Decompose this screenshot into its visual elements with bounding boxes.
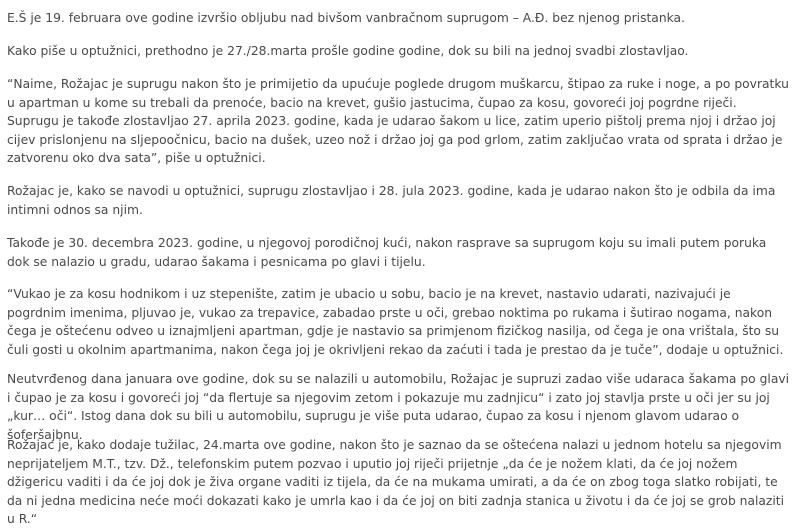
article-paragraph-1: E.Š je 19. februara ove godine izvršio obljubu nad bivšom vanbračnom suprugom – A.Đ. bez njenog pristanka. <box>7 11 685 25</box>
article-paragraph-8: Rožajac je, kako dodaje tužilac, 24.marta ove godine, nakon što je saznao da se oštećena nalazi u jednom hotelu sa njegovim neprijateljem M.T., tzv. Dž., telefonskim putem pozvao i uputio joj riječi prijetnje „da će je nožem klati, da će joj nožem džigericu vaditi i da će joj dok je živa organe vaditi iz tijela, da će na mukama umirati, a da će on zbog toga slatko robijati, te da ni jedna medicina neće moći dokazati kako je umrla kao i da će joj on biti zadnja stanica u životu i da će joj se grob nalaziti u R.“ <box>7 438 785 527</box>
article-paragraph-7: Neutvrđenog dana januara ove godine, dok su se nalazili u automobilu, Rožajac je supruzi zadao više udaraca šakama po glavi i čupao je za kosu i govoreći joj “da flertuje sa njegovim zetom i pokazuje mu zadnjicu“ i zato joj stavlja prste u oči jer su joj „kur… oči“. Istog dana dok su bili u automobilu, suprugu je više puta udarao, čupao za kosu i njenom glavom udarao o šoferšajbnu. <box>7 372 790 442</box>
article-paragraph-3: “Naime, Rožajac je suprugu nakon što je primijetio da upućuje poglede drugom muškarcu, štipao za ruke i noge, a po povratku u apartman u kome su trebali da prenoće, bacio na krevet, gušio jastucima, čupao za kosu, govoreći joj pogrdne riječi. Suprugu je takođe zlostavljao 27. aprila 2023. godine, kada je udarao šakom u lice, zatim uperio pištolj prema njoj i držao joj cijev prislonjenu na sljepoočnicu, bacio na dušek, uzeo nož i držao joj ga pod grlom, zatim zaključao vrata od sprata i držao je zatvorenu oko dva sata”, piše u optužnici. <box>7 77 789 166</box>
article-paragraph-5: Takođe je 30. decembra 2023. godine, u njegovoj porodičnoj kući, nakon rasprave sa suprugom koju su imali putem poruka dok se nalazio u gradu, udarao šakama i pesnicama po glavi i tijelu. <box>7 236 767 269</box>
article-paragraph-4: Rožajac je, kako se navodi u optužnici, suprugu zlostavljao i 28. jula 2023. godine, kada je udarao nakon što je odbila da ima intimni odnos sa njim. <box>7 184 776 217</box>
article-paragraph-2: Kako piše u optužnici, prethodno je 27./28.marta prošle godine godine, dok su bili na jednoj svadbi zlostavljao. <box>7 44 689 58</box>
article-paragraph-6: “Vukao je za kosu hodnikom i uz stepenište, zatim je ubacio u sobu, bacio je na krevet, nastavio udarati, nazivajući je pogrdnim imenima, pljuvao je, vukao za trepavice, zabadao prste u oči, grebao noktima po rukama i šutirao nogama, nakon čega je oštećenu odveo u iznajmljeni apartman, gdje je nastavio sa primjenom fizičkog nasilja, od čega je ona vrištala, što su čuli gosti u okolnim apartmanima, nakon čega joj je okrivljeni rekao da zaćuti i tada je prestao da je tuče”, dodaje u optužnici. <box>7 287 784 357</box>
